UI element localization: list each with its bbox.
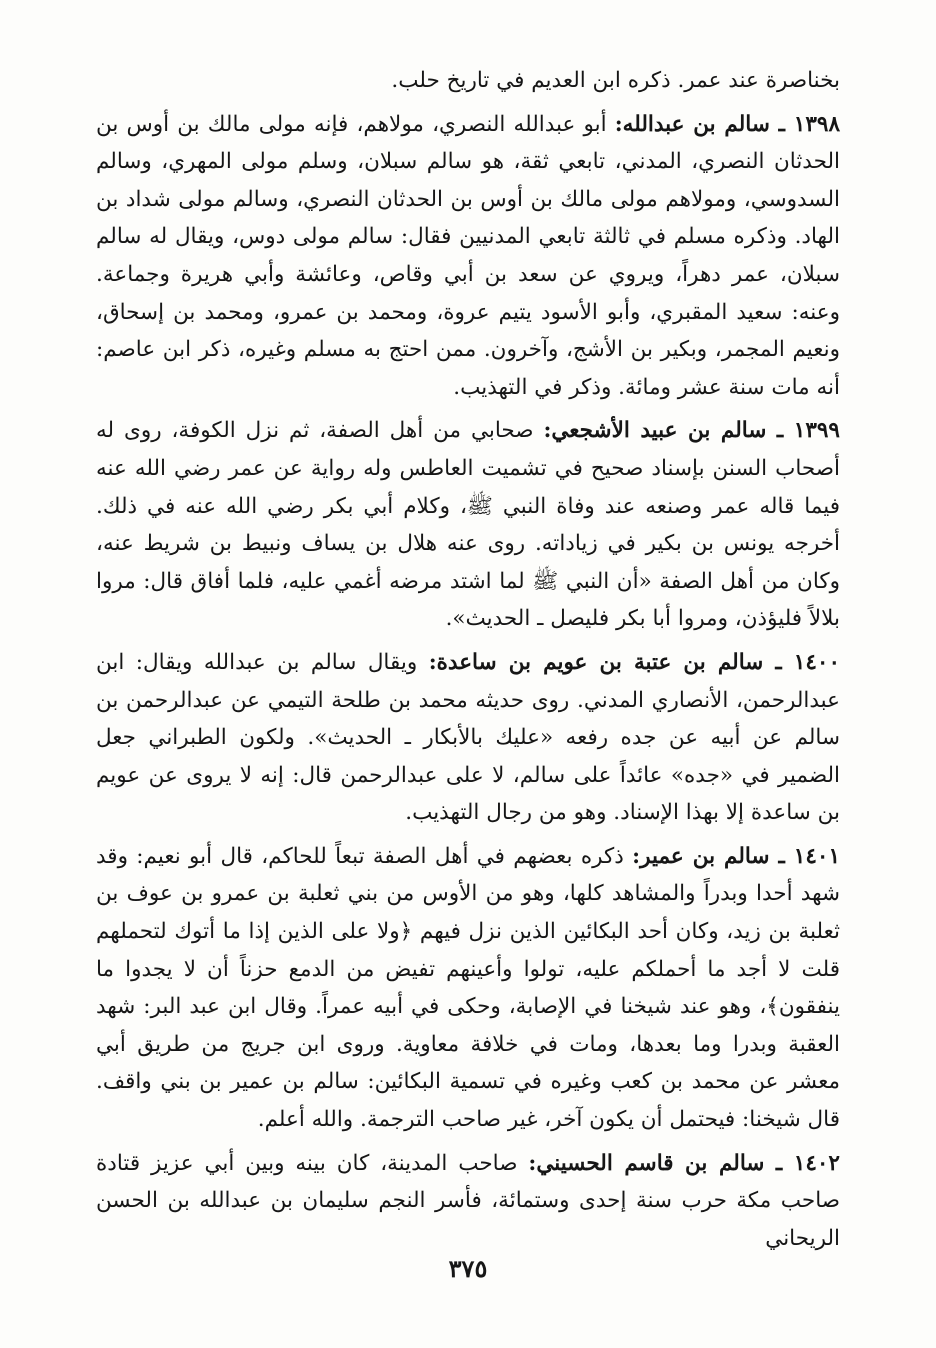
entry-body: صاحب المدينة، كان بينه وبين أبي عزيز قتادة صاحب مكة حرب سنة إحدى وستمائة، فأسر النجم سليمان بن عبدالله بن الحسن الريحاني bbox=[96, 1150, 840, 1251]
entry-title: سالم بن عبيد الأشجعي: bbox=[543, 418, 767, 444]
entry-number: ١٤٠٠ bbox=[793, 649, 840, 675]
page-number: ٣٧٥ bbox=[448, 1254, 488, 1283]
entry-body: صحابي من أهل الصفة، ثم نزل الكوفة، روى له أصحاب السنن بإسناد صحيح في تشميت العاطس وله رواية عن عمر رضي الله عنه فيما قاله عمر وصنعه عند وفاة النبي ﷺ، وكلام أبي بكر رضي الله عنه في ذلك. أخرجه يونس بن بكير في زياداته. روى عنه هلال بن يساف ونبيط بن شريط عنه، وكان من أهل الصفة «أن النبي ﷺ لما اشتد مرضه أغمي عليه، فلما أفاق قال: مروا بلالاً فليؤذن، ومروا أبا بكر فليصل ـ الحديث». bbox=[96, 418, 840, 632]
entry-1402: ١٤٠٢ ـ سالم بن قاسم الحسيني: صاحب المدينة، كان بينه وبين أبي عزيز قتادة صاحب مكة حرب سنة إحدى وستمائة، فأسر النجم سليمان بن عبدالله بن الحسن الريحاني bbox=[96, 1150, 840, 1251]
entry-number: ١٤٠٢ bbox=[793, 1150, 840, 1176]
entry-title: سالم بن قاسم الحسيني: bbox=[528, 1150, 765, 1176]
entry-title: سالم بن عمير: bbox=[632, 843, 770, 869]
carry-over-text: بخناصرة عند عمر. ذكره ابن العديم في تاريخ حلب. bbox=[391, 68, 840, 93]
entry-1398: ١٣٩٨ ـ سالم بن عبدالله: أبو عبدالله النصري، مولاهم، فإنه مولى مالك بن أوس بن الحدثان النصري، المدني، تابعي ثقة، هو سالم سبلان، وسلم مولى المهري، وسالم السدوسي، ومولاهم مولى مالك بن أوس بن الحدثان النصري، وسالم مولى شداد بن الهاد. وذكره مسلم في ثالثة تابعي المدنيين فقال: سالم مولى دوس، ويقال له سالم سبلان، عمر دهراً، ويروي عن سعد بن أبي وقاص، وعائشة وأبي هريرة وجماعة. وعنه: سعيد المقبري، وأبو الأسود يتيم عروة، ومحمد بن عمرو، ومحمد بن إسحاق، ونعيم المجمر، وبكير بن الأشج، وآخرون. ممن احتج به مسلم وغيره، ذكر ابن عاصم: أنه مات سنة عشر ومائة. وذكر في التهذيب. bbox=[96, 111, 840, 400]
carry-over-paragraph bbox=[96, 62, 840, 100]
entry-title: سالم بن عبدالله: bbox=[614, 111, 770, 137]
entry-number: ١٣٩٩ bbox=[793, 418, 840, 444]
entry-1399: ١٣٩٩ ـ سالم بن عبيد الأشجعي: صحابي من أهل الصفة، ثم نزل الكوفة، روى له أصحاب السنن بإسناد صحيح في تشميت العاطس وله رواية عن عمر رضي الله عنه فيما قاله عمر وصنعه عند وفاة النبي ﷺ، وكلام أبي بكر رضي الله عنه في ذلك. أخرجه يونس بن بكير في زياداته. روى عنه هلال بن يساف ونبيط بن شريط عنه، وكان من أهل الصفة «أن النبي ﷺ لما اشتد مرضه أغمي عليه، فلما أفاق قال: مروا بلالاً فليؤذن، ومروا أبا بكر فليصل ـ الحديث». bbox=[96, 418, 840, 632]
entry-body: ويقال سالم بن عبدالله ويقال: ابن عبدالرحمن، الأنصاري المدني. روى حديثه محمد بن طلحة التيمي عن عبدالرحمن بن سالم عن أبيه عن جده رفعه «عليك بالأبكار ـ الحديث». ولكون الطبراني جعل الضمير في «جده» عائداً على سالم، لا على عبدالرحمن قال: إنه لا يروى عن عويم بن ساعدة إلا بهذا الإسناد. وهو من رجال التهذيب. bbox=[96, 649, 840, 826]
entry-1400: ١٤٠٠ ـ سالم بن عتبة بن عويم بن ساعدة: ويقال سالم بن عبدالله ويقال: ابن عبدالرحمن، الأنصاري المدني. روى حديثه محمد بن طلحة التيمي عن عبدالرحمن بن سالم عن أبيه عن جده رفعه «عليك بالأبكار ـ الحديث». ولكون الطبراني جعل الضمير في «جده» عائداً على سالم، لا على عبدالرحمن قال: إنه لا يروى عن عويم بن ساعدة إلا بهذا الإسناد. وهو من رجال التهذيب. bbox=[96, 649, 840, 826]
entry-body: ذكره بعضهم في أهل الصفة تبعاً للحاكم، قال أبو نعيم: وقد شهد أحدا وبدراً والمشاهد كلها، وهو من الأوس من بني ثعلبة بن عمرو بن عوف بن ثعلبة بن زيد، وكان أحد البكائين الذين نزل فيهم ﴿ولا على الذين إذا ما أتوك لتحملهم قلت لا أجد ما أحملكم عليه، تولوا وأعينهم تفيض من الدمع حزناً أن لا يجدوا ما ينفقون﴾، وهو عند شيخنا في الإصابة، وحكى في أبيه عمراً. وقال ابن عبد البر: شهد العقبة وبدرا وما بعدها، ومات في خلافة معاوية. وروى ابن جريج من طريق أبي معشر عن محمد بن كعب وغيره في تسمية البكائين: سالم بن عمير بن بني واقف. قال شيخنا: فيحتمل أن يكون آخر، غير صاحب الترجمة. والله أعلم. bbox=[96, 843, 840, 1133]
entry-number: ١٣٩٨ bbox=[793, 111, 840, 137]
entry-1401: ١٤٠١ ـ سالم بن عمير: ذكره بعضهم في أهل الصفة تبعاً للحاكم، قال أبو نعيم: وقد شهد أحدا وبدراً والمشاهد كلها، وهو من الأوس من بني ثعلبة بن عمرو بن عوف بن ثعلبة بن زيد، وكان أحد البكائين الذين نزل فيهم ﴿ولا على الذين إذا ما أتوك لتحملهم قلت لا أجد ما أحملكم عليه، تولوا وأعينهم تفيض من الدمع حزناً أن لا يجدوا ما ينفقون﴾، وهو عند شيخنا في الإصابة، وحكى في أبيه عمراً. وقال ابن عبد البر: شهد العقبة وبدرا وما بعدها، ومات في خلافة معاوية. وروى ابن جريج من طريق أبي معشر عن محمد بن كعب وغيره في تسمية البكائين: سالم بن عمير بن بني واقف. قال شيخنا: فيحتمل أن يكون آخر، غير صاحب الترجمة. والله أعلم. bbox=[96, 843, 840, 1133]
entry-number: ١٤٠١ bbox=[793, 843, 840, 869]
entry-title: سالم بن عتبة بن عويم بن ساعدة: bbox=[428, 649, 764, 675]
entry-body: أبو عبدالله النصري، مولاهم، فإنه مولى مالك بن أوس بن الحدثان النصري، المدني، تابعي ثقة، هو سالم سبلان، وسلم مولى المهري، وسالم السدوسي، ومولاهم مولى مالك بن أوس بن الحدثان النصري، وسالم مولى شداد بن الهاد. وذكره مسلم في ثالثة تابعي المدنيين فقال: سالم مولى دوس، ويقال له سالم سبلان، عمر دهراً، ويروي عن سعد بن أبي وقاص، وعائشة وأبي هريرة وجماعة. وعنه: سعيد المقبري، وأبو الأسود يتيم عروة، ومحمد بن عمرو، ومحمد بن إسحاق، ونعيم المجمر، وبكير بن الأشج، وآخرون. ممن احتج به مسلم وغيره، ذكر ابن عاصم: أنه مات سنة عشر ومائة. وذكر في التهذيب. bbox=[96, 111, 840, 400]
